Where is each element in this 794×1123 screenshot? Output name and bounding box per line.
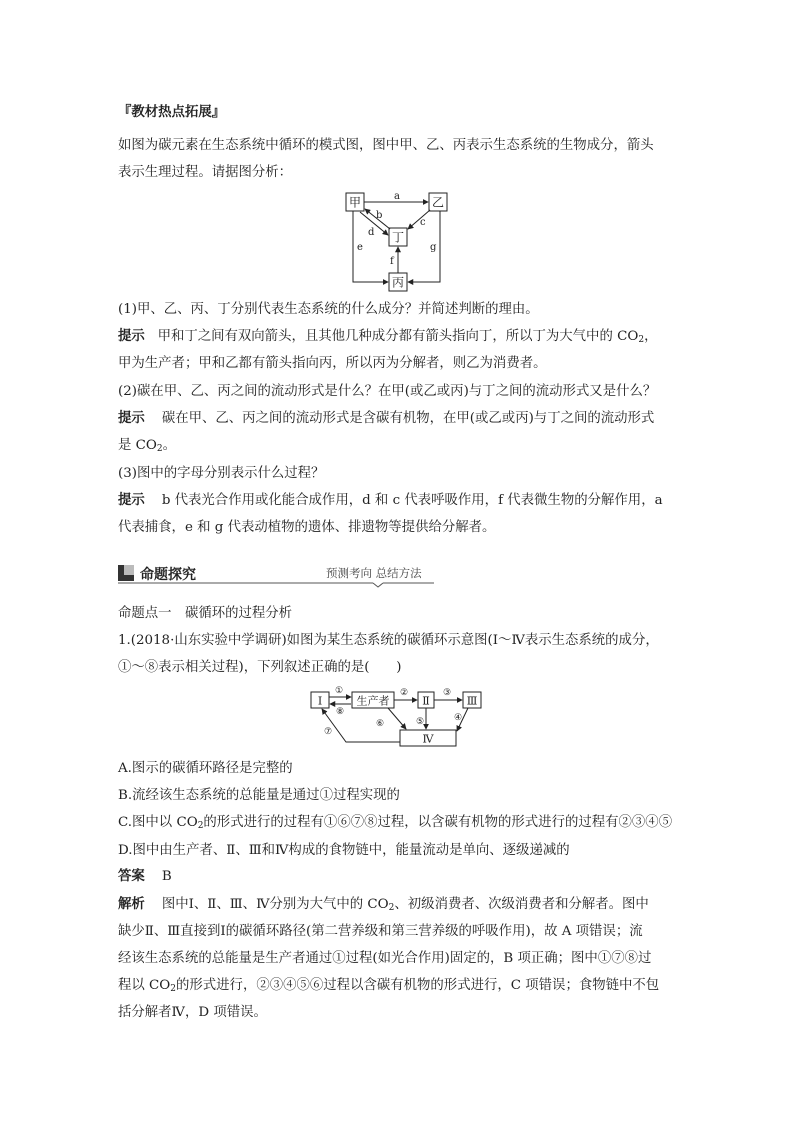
analysis-line-4: 程以 $CO_2$的形式进行，②③④⑤⑥过程以含碳有机物的形式进行，C 项错误；食物链中不包 [118,978,660,994]
label-2: ② [400,688,409,698]
section-tagline: 预测考向 总结方法 [326,566,422,580]
intro-line-1: 如图为碳元素在生态系统中循环的模式图，图中甲、乙、丙表示生态系统的生物成分，箭头 [118,138,654,153]
hint-1-line-2: 甲为生产者；甲和乙都有箭头指向丙，所以丙为分解者，则乙为消费者。 [118,356,547,371]
section-title-textbook: 『教材热点拓展』 [118,105,226,120]
hint-label: 提示 [118,329,145,344]
section-header [118,563,434,585]
hint-label: 提示 [118,493,145,508]
section-square-icon [118,565,134,581]
node-bing: 丙 [391,275,405,290]
label-e: e [357,242,363,253]
node-ding: 丁 [391,230,405,245]
question-2: (2)碳在甲、乙、丙之间的流动形式是什么？在甲(或乙或丙)与丁之间的流动形式又是什么？ [118,384,657,399]
question-3: (3)图中的字母分别表示什么过程？ [118,466,325,481]
option-a: A.图示的碳循环路径是完整的 [118,761,293,776]
hint-3-line-1: 提示 b 代表光合作用或化能合成作用，d 和 c 代表呼吸作用，f 代表微生物的分解作用，a [118,493,663,508]
analysis-line-1: 解析 图中Ⅰ、Ⅱ、Ⅲ、Ⅳ分别为大气中的 $CO_2$、初级消费者、次级消费者和分解者。图中 [118,897,649,913]
label-c: c [420,217,426,228]
label-8: ⑧ [336,707,345,717]
node-yi: 乙 [431,195,445,210]
question-1: (1)甲、乙、丙、丁分别代表生态系统的什么成分？并简述判断的理由。 [118,302,539,317]
node-II: Ⅱ [422,694,430,708]
analysis-label: 解析 [118,897,145,912]
arrow-6 [388,708,406,729]
hint-1-line-1: 提示 甲和丁之间有双向箭头，且其他几种成分都有箭头指向丁，所以丁为大气中的 $CO_2$， [118,329,658,345]
question-stem-line-1: 1.(2018·山东实验中学调研)如图为某生态系统的碳循环示意图(Ⅰ～Ⅳ表示生态系统的成分， [118,633,659,648]
label-a: a [394,191,400,202]
node-I: Ⅰ [317,694,323,708]
section-title-exploration: 命题探究 [140,567,196,583]
carbon-cycle-diagram-2 [308,684,494,750]
hint-label: 提示 [118,411,145,426]
hint-2-line-1: 提示 碳在甲、乙、丙之间的流动形式是含碳有机物，在甲(或乙或丙)与丁之间的流动形式 [118,411,655,426]
label-5: ⑤ [416,717,425,727]
arrow-7 [322,709,400,742]
label-d: d [368,227,375,238]
label-g: g [430,242,437,253]
node-IV: Ⅳ [422,732,434,746]
option-c: C.图中以 $CO_2$的形式进行的过程有①⑥⑦⑧过程，以含碳有机物的形式进行的过程有②③④⑤ [118,815,673,831]
label-6: ⑥ [376,719,385,729]
label-4: ④ [454,713,463,723]
label-7: ⑦ [324,727,333,737]
option-d: D.图中由生产者、Ⅱ、Ⅲ和Ⅳ构成的食物链中，能量流动是单向、逐级递减的 [118,843,570,858]
analysis-line-5: 括分解者Ⅳ，D 项错误。 [118,1005,267,1020]
point-title: 命题点一 碳循环的过程分析 [118,606,293,621]
arrow-c [408,210,430,229]
label-b: b [376,210,383,221]
carbon-cycle-diagram [338,188,460,294]
node-producer: 生产者 [356,694,390,708]
node-jia: 甲 [348,195,362,210]
hint-3-line-2: 代表捕食，e 和 g 代表动植物的遗体、排遗物等提供给分解者。 [118,520,496,535]
analysis-line-2: 缺少Ⅱ、Ⅲ直接到Ⅰ的碳循环路径(第二营养级和第三营养级的呼吸作用)，故 A 项错误；流 [118,924,643,939]
option-b: B.流经该生态系统的总能量是通过①过程实现的 [118,788,400,803]
label-f: f [390,256,394,267]
label-1: ① [335,686,344,696]
intro-line-2: 表示生理过程。请据图分析： [118,165,293,180]
header-underline [118,582,434,590]
question-stem-line-2: ①～⑧表示相关过程)，下列叙述正确的是( ) [118,660,402,675]
hint-2-line-2: 是 $CO_2$。 [118,438,176,454]
analysis-line-3: 经该生态系统的总能量是生产者通过①过程(如光合作用)固定的，B 项正确；图中①⑦⑧过 [118,951,652,966]
answer-label: 答案 [118,869,145,884]
label-3: ③ [443,688,452,698]
answer-line [118,869,172,885]
node-III: Ⅲ [466,694,478,708]
answer-value: B [161,869,172,884]
